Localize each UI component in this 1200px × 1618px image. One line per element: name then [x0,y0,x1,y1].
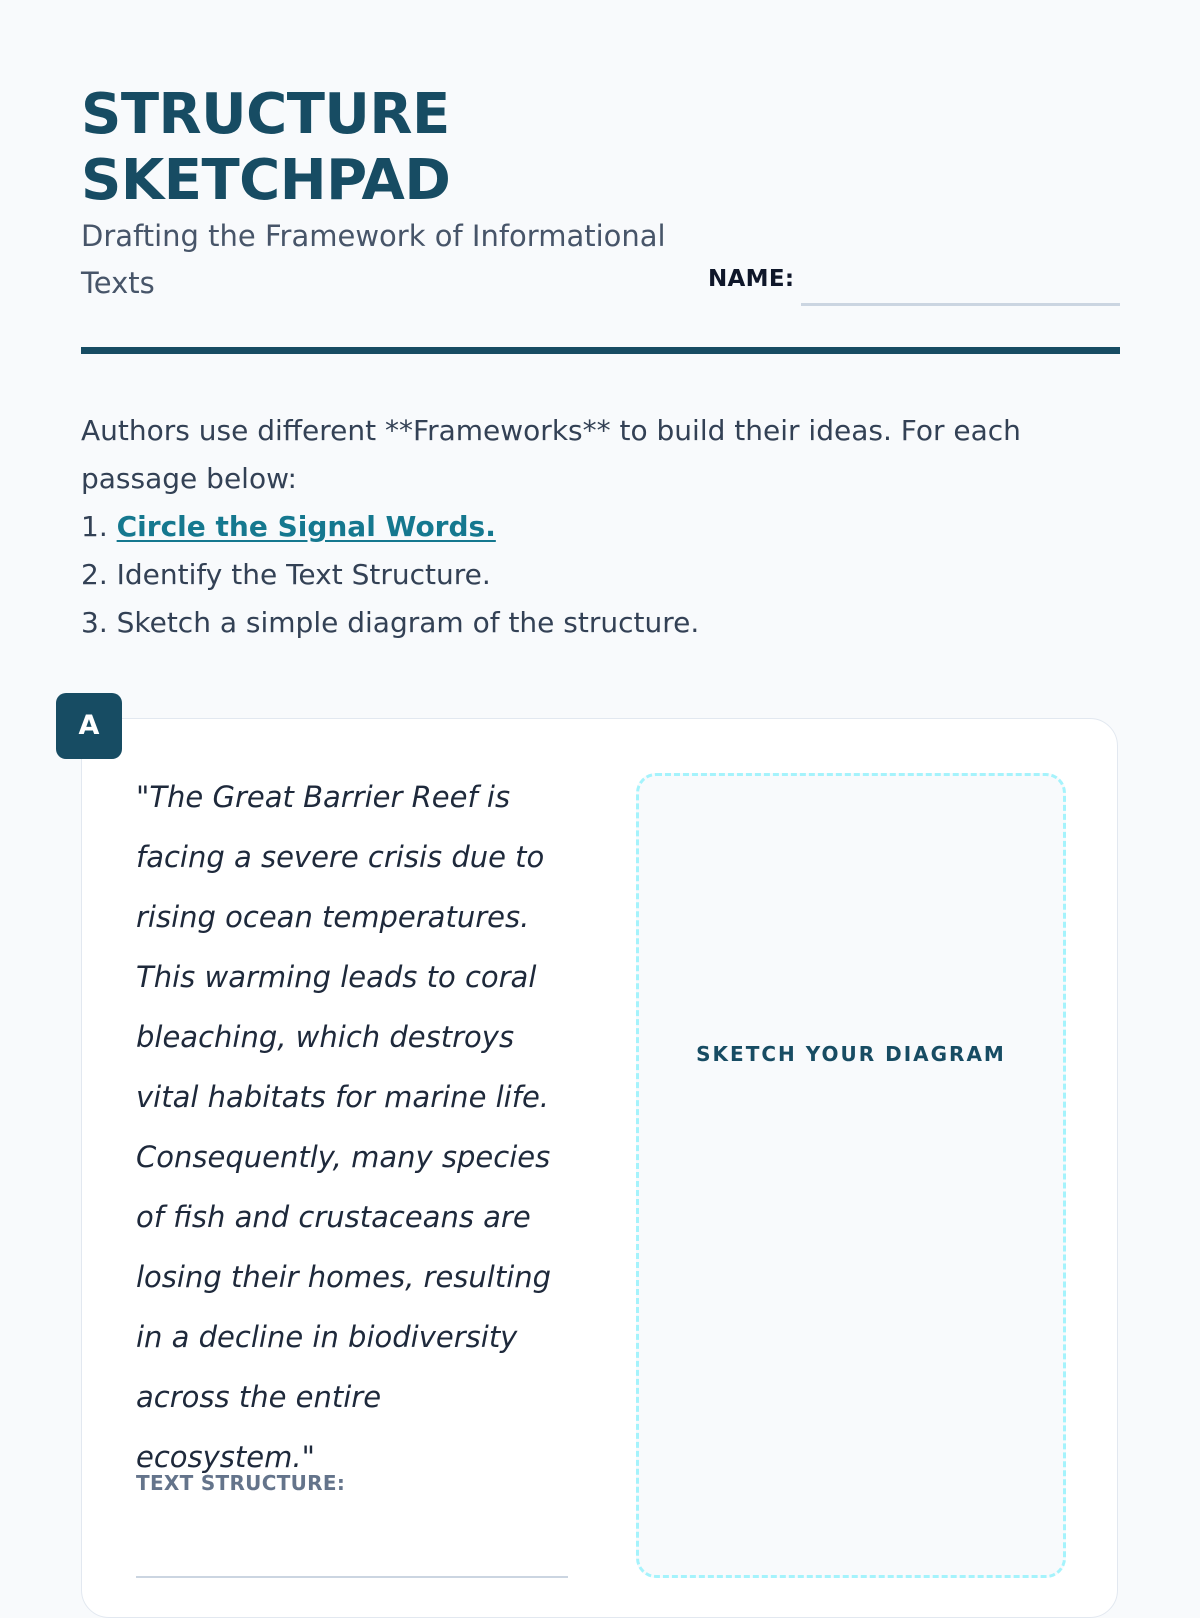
step-1-number: 1. [81,510,117,543]
name-input-line[interactable] [801,303,1120,306]
worksheet-page [81,0,1120,1600]
instruction-step-1 [81,503,1120,551]
instructions [81,407,1120,647]
page-title [81,82,641,214]
signal-words-link[interactable]: Circle the Signal Words. [116,510,496,543]
instructions-intro: Authors use different **Frameworks** to build their ideas. For each passage below: [81,414,1021,495]
passage-text: "The Great Barrier Reef is facing a severe crisis due to rising ocean temperatures. This warming leads to coral bleaching, which destroys vital habitats for marine life. Consequently, many species of fish and crustaceans are losing their homes, resulting in a decline in biodiversity across the entire ecosystem." [136,780,552,1474]
title-line-1: STRUCTURE [81,82,450,147]
instruction-step-3: 3. Sketch a simple diagram of the structure. [81,606,700,639]
title-line-2: SKETCHPAD [81,148,451,213]
text-structure-label: TEXT STRUCTURE: [136,1471,346,1495]
worksheet-header [81,82,1120,352]
header-divider [81,347,1120,354]
instruction-step-2: 2. Identify the Text Structure. [81,558,491,591]
text-structure-answer-line[interactable] [136,1576,568,1578]
name-label: NAME: [708,266,795,292]
sketch-diagram-label: SKETCH YOUR DIAGRAM [696,1042,1006,1066]
page-subtitle: Drafting the Framework of Informational Texts [81,219,666,300]
passage-card-a [81,718,1118,1618]
sketch-diagram-area[interactable] [636,773,1066,1578]
passage-badge-a: A [56,693,122,759]
